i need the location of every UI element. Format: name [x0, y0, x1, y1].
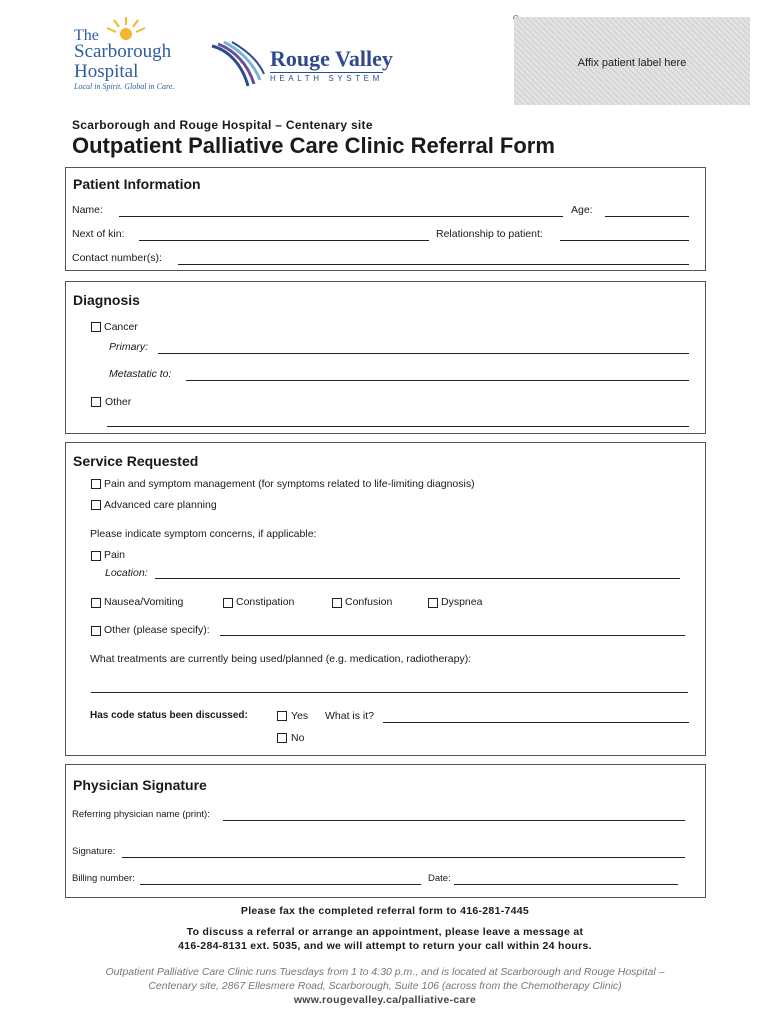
diagnosis-heading: Diagnosis [73, 292, 140, 308]
other-diagnosis-field[interactable] [107, 426, 689, 427]
referring-label: Referring physician name (print): [72, 809, 210, 820]
billing-field[interactable] [140, 884, 421, 885]
service-heading: Service Requested [73, 453, 199, 469]
relationship-label: Relationship to patient: [436, 228, 543, 240]
treatments-label: What treatments are currently being used/planned (e.g. medication, radiotherapy): [90, 653, 472, 665]
cancer-checkbox[interactable] [91, 322, 101, 332]
name-field[interactable] [119, 216, 563, 217]
code-status-yes-checkbox[interactable] [277, 711, 287, 721]
website-link[interactable]: www.rougevalley.ca/palliative-care [293, 994, 477, 1006]
other-symptom-field[interactable] [220, 635, 685, 636]
signature-label: Signature: [72, 846, 116, 857]
pain-label: Pain [104, 549, 126, 561]
discuss-line-2: 416-284-8131 ext. 5035, and we will attempt to return your call within 24 hours. [178, 940, 592, 952]
other-symptom-checkbox[interactable] [91, 626, 101, 636]
metastatic-field[interactable] [186, 380, 689, 381]
service-section [65, 442, 706, 756]
primary-label: Primary: [109, 341, 149, 353]
acp-checkbox[interactable] [91, 500, 101, 510]
patient-info-section [65, 167, 706, 271]
contact-label: Contact number(s): [72, 252, 162, 264]
logo-text-name [74, 42, 171, 82]
location-label: Location: [105, 567, 148, 579]
what-is-it-label: What is it? [325, 710, 375, 722]
clinic-info-line-2: Centenary site, 2867 Ellesmere Road, Scarborough, Suite 106 (across from the Chemotherapy Clinic) [148, 980, 622, 992]
rouge-valley-swoosh-icon [208, 40, 268, 90]
next-of-kin-field[interactable] [139, 240, 429, 241]
rouge-valley-logo [208, 40, 393, 90]
age-field[interactable] [605, 216, 689, 217]
dyspnea-checkbox[interactable] [428, 598, 438, 608]
pain-mgmt-label: Pain and symptom management (for symptoms related to life-limiting diagnosis) [104, 478, 475, 490]
relationship-field[interactable] [560, 240, 689, 241]
nausea-label: Nausea/Vomiting [104, 596, 184, 608]
signature-field[interactable] [122, 857, 685, 858]
contact-field[interactable] [178, 264, 689, 265]
what-is-it-field[interactable] [383, 722, 689, 723]
cancer-label: Cancer [104, 321, 138, 333]
confusion-checkbox[interactable] [332, 598, 342, 608]
code-status-yes-label: Yes [291, 710, 309, 722]
code-status-no-label: No [291, 732, 305, 744]
indicate-text: Please indicate symptom concerns, if applicable: [90, 528, 317, 540]
scarborough-hospital-logo [66, 16, 194, 96]
primary-field[interactable] [158, 353, 689, 354]
nausea-checkbox[interactable] [91, 598, 101, 608]
other-diagnosis-label: Other [105, 396, 132, 408]
patient-label-area [514, 17, 750, 105]
discuss-line-1: To discuss a referral or arrange an appointment, please leave a message at [186, 926, 584, 938]
affix-label: Affix patient label here [577, 57, 687, 69]
site-line: Scarborough and Rouge Hospital – Centenary site [72, 118, 373, 132]
location-field[interactable] [155, 578, 680, 579]
name-label: Name: [72, 204, 103, 216]
constipation-label: Constipation [236, 596, 295, 608]
pain-mgmt-checkbox[interactable] [91, 479, 101, 489]
pain-checkbox[interactable] [91, 551, 101, 561]
rv-logo-name: Rouge Valley [270, 46, 393, 71]
logo-line-2: Hospital [74, 61, 139, 82]
patient-info-heading: Patient Information [73, 176, 201, 192]
logo-text-the: The [74, 27, 99, 44]
rv-logo-sub: HEALTH SYSTEM [270, 74, 383, 83]
date-label: Date: [428, 873, 451, 884]
sun-icon [104, 16, 148, 40]
code-status-label: Has code status been discussed: [90, 710, 248, 721]
treatments-field[interactable] [91, 692, 688, 693]
acp-label: Advanced care planning [104, 499, 217, 511]
diagnosis-section [65, 281, 706, 434]
metastatic-label: Metastatic to: [109, 368, 172, 380]
confusion-label: Confusion [345, 596, 393, 608]
billing-label: Billing number: [72, 873, 135, 884]
other-diagnosis-checkbox[interactable] [91, 397, 101, 407]
physician-section [65, 764, 706, 898]
dyspnea-label: Dyspnea [441, 596, 483, 608]
logo-line-1: Scarborough [74, 41, 172, 62]
clinic-info-line-1: Outpatient Palliative Care Clinic runs Tuesdays from 1 to 4:30 p.m., and is located at Scarborough and Rouge Hospital – [105, 966, 665, 978]
next-of-kin-label: Next of kin: [72, 228, 125, 240]
referring-field[interactable] [223, 820, 685, 821]
fax-line: Please fax the completed referral form to 416-281-7445 [240, 905, 530, 917]
date-field[interactable] [454, 884, 678, 885]
code-status-no-checkbox[interactable] [277, 733, 287, 743]
logo-tagline: Local in Spirit. Global in Care. [74, 82, 175, 91]
physician-heading: Physician Signature [73, 777, 207, 793]
page-title: Outpatient Palliative Care Clinic Referral Form [72, 133, 555, 158]
age-label: Age: [571, 204, 593, 216]
other-symptom-label: Other (please specify): [104, 624, 210, 636]
constipation-checkbox[interactable] [223, 598, 233, 608]
